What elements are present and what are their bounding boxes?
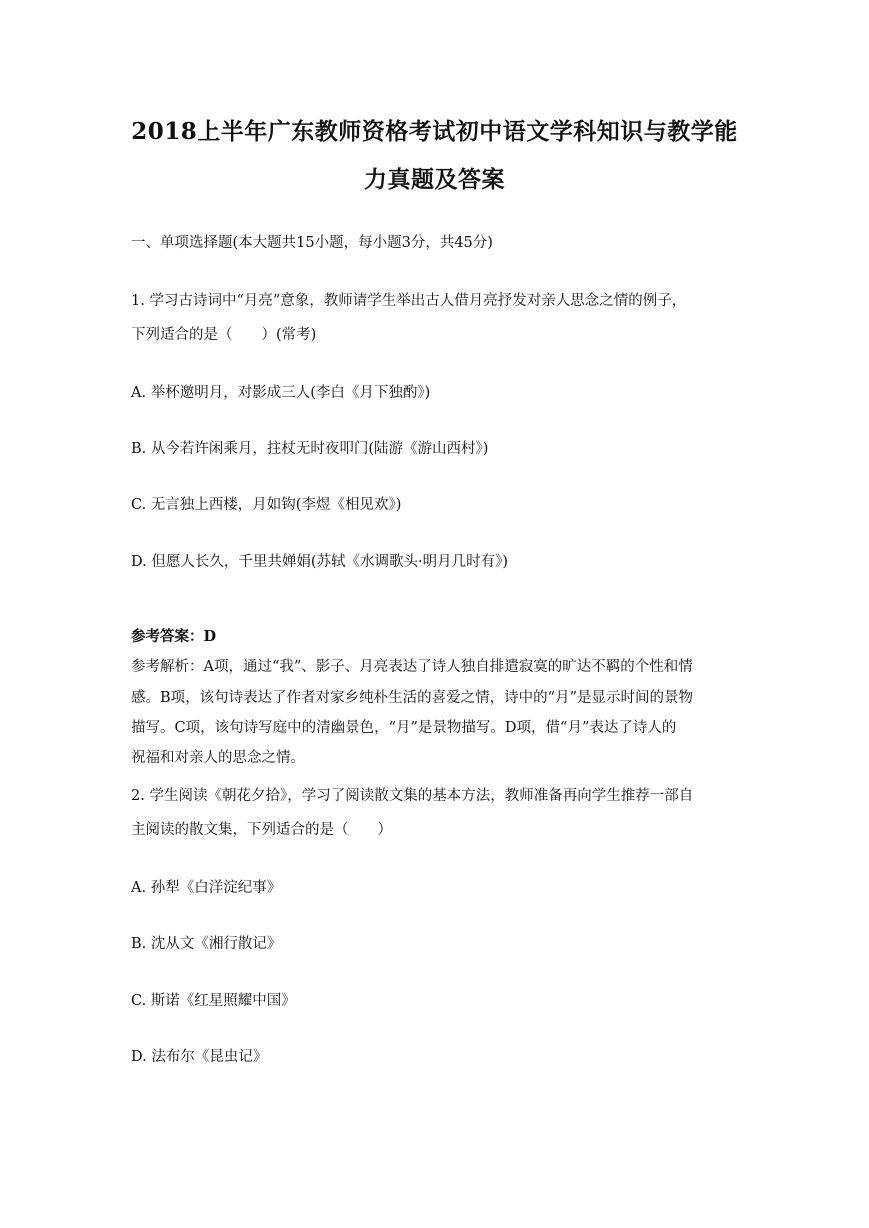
question-2-stem-line-2: 主阅读的散文集，下列适合的是（ ） — [131, 822, 392, 838]
question-1-answer: 参考答案：D — [131, 628, 217, 645]
question-1-analysis-line-3: 描写。C项，该句诗写庭中的清幽景色，“月”是景物描写。D项，借“月”表达了诗人的 — [131, 720, 677, 736]
question-1-analysis-line-4: 祝福和对亲人的思念之情。 — [131, 750, 305, 766]
question-1-analysis-line-1: 参考解析：A项，通过“我”、影子、月亮表达了诗人独自排遣寂寞的旷达不羁的个性和情 — [131, 659, 693, 675]
question-1-option-b: B. 从今若许闲乘月，拄杖无时夜叩门(陆游《游山西村》) — [131, 441, 489, 457]
question-2-option-a: A. 孙犁《白洋淀纪事》 — [131, 880, 282, 896]
question-2-option-c: C. 斯诺《红星照耀中国》 — [131, 993, 296, 1009]
section-heading: 一、单项选择题(本大题共15小题，每小题3分，共45分) — [131, 235, 493, 251]
question-1-option-a: A. 举杯邀明月，对影成三人(李白《月下独酌》) — [131, 385, 431, 401]
question-1-stem-line-1: 1. 学习古诗词中“月亮”意象，教师请学生举出古人借月亮抒发对亲人思念之情的例子， — [131, 293, 687, 309]
document-title-line-1: 2018上半年广东教师资格考试初中语文学科知识与教学能 — [131, 118, 738, 145]
question-1-option-d: D. 但愿人长久，千里共婵娟(苏轼《水调歌头·明月几时有》) — [131, 554, 508, 570]
question-1-analysis-line-2: 感。B项，该句诗表达了作者对家乡纯朴生活的喜爱之情，诗中的“月”是显示时间的景物 — [131, 690, 693, 706]
question-2-option-b: B. 沈从文《湘行散记》 — [131, 936, 282, 952]
question-2-stem-line-1: 2. 学生阅读《朝花夕拾》，学习了阅读散文集的基本方法，教师准备再向学生推荐一部自 — [131, 788, 694, 804]
question-2-option-d: D. 法布尔《昆虫记》 — [131, 1049, 268, 1065]
document-title-line-2: 力真题及答案 — [364, 166, 505, 193]
question-1-option-c: C. 无言独上西楼，月如钩(李煜《相见欢》) — [131, 497, 402, 513]
question-1-stem-line-2: 下列适合的是（ ）(常考) — [131, 327, 317, 343]
